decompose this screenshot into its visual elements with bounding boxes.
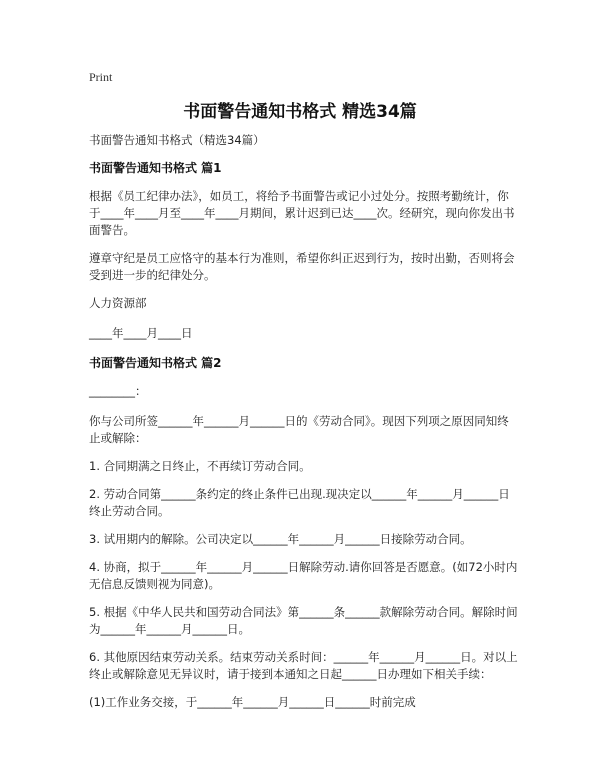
section-2-item-6: 6. 其他原因结束劳动关系。结束劳动关系时间：______年______月______日。对以上终止或解除意见无异议时，请于接到本通知之日起______日办理如下相关手续： [89,650,518,681]
section-1-date: ____年____月____日 [89,326,193,340]
section-2-item-3: 3. 试用期内的解除。公司决定以______年______月______日接除劳动合同。 [89,532,472,546]
print-label[interactable]: Print [89,70,113,84]
section-1-paragraph-1: 根据《员工纪律办法》，如员工，将给予书面警告或记小过处分。按照考勤统计，你于____年____月至____年____月期间，累计迟到已达____次。经研究，现向你发出书面警告。 [89,189,515,237]
section-2-item-2: 2. 劳动合同第______条约定的终止条件已出现.现决定以______年______月______日终止劳动合同。 [89,487,510,518]
section-2-item-4: 4. 协商，拟于______年______月______日解除劳动.请你回答是否愿意。(如72小时内无信息反馈则视为同意)。 [89,560,518,591]
section-1-heading: 书面警告通知书格式 篇1 [89,161,222,175]
section-2-salutation: ________： [89,384,147,398]
section-2-heading: 书面警告通知书格式 篇2 [89,356,222,370]
document-title: 书面警告通知书格式 精选34篇 [183,102,417,122]
section-2-item-1: 1. 合同期满之日终止，不再续订劳动合同。 [89,459,311,473]
section-2-item-5: 5. 根据《中华人民共和国劳动合同法》第______条______款解除劳动合同。解除时间为______年______月______日。 [89,605,518,636]
section-1-paragraph-2: 遵章守纪是员工应恪守的基本行为准则，希望你纠正迟到行为，按时出勤，否则将会受到进一步的纪律处分。 [89,251,515,282]
document-body [89,132,519,722]
section-2-paragraph-1: 你与公司所签______年______月______日的《劳动合同》。现因下列项之原因同知终止或解除： [89,414,509,445]
section-2-sub-item-1: (1)工作业务交接，于______年______月______日______时前完成 [89,695,416,709]
section-1-department: 人力资源部 [89,296,147,310]
document-subtitle: 书面警告通知书格式（精选34篇） [89,133,265,147]
